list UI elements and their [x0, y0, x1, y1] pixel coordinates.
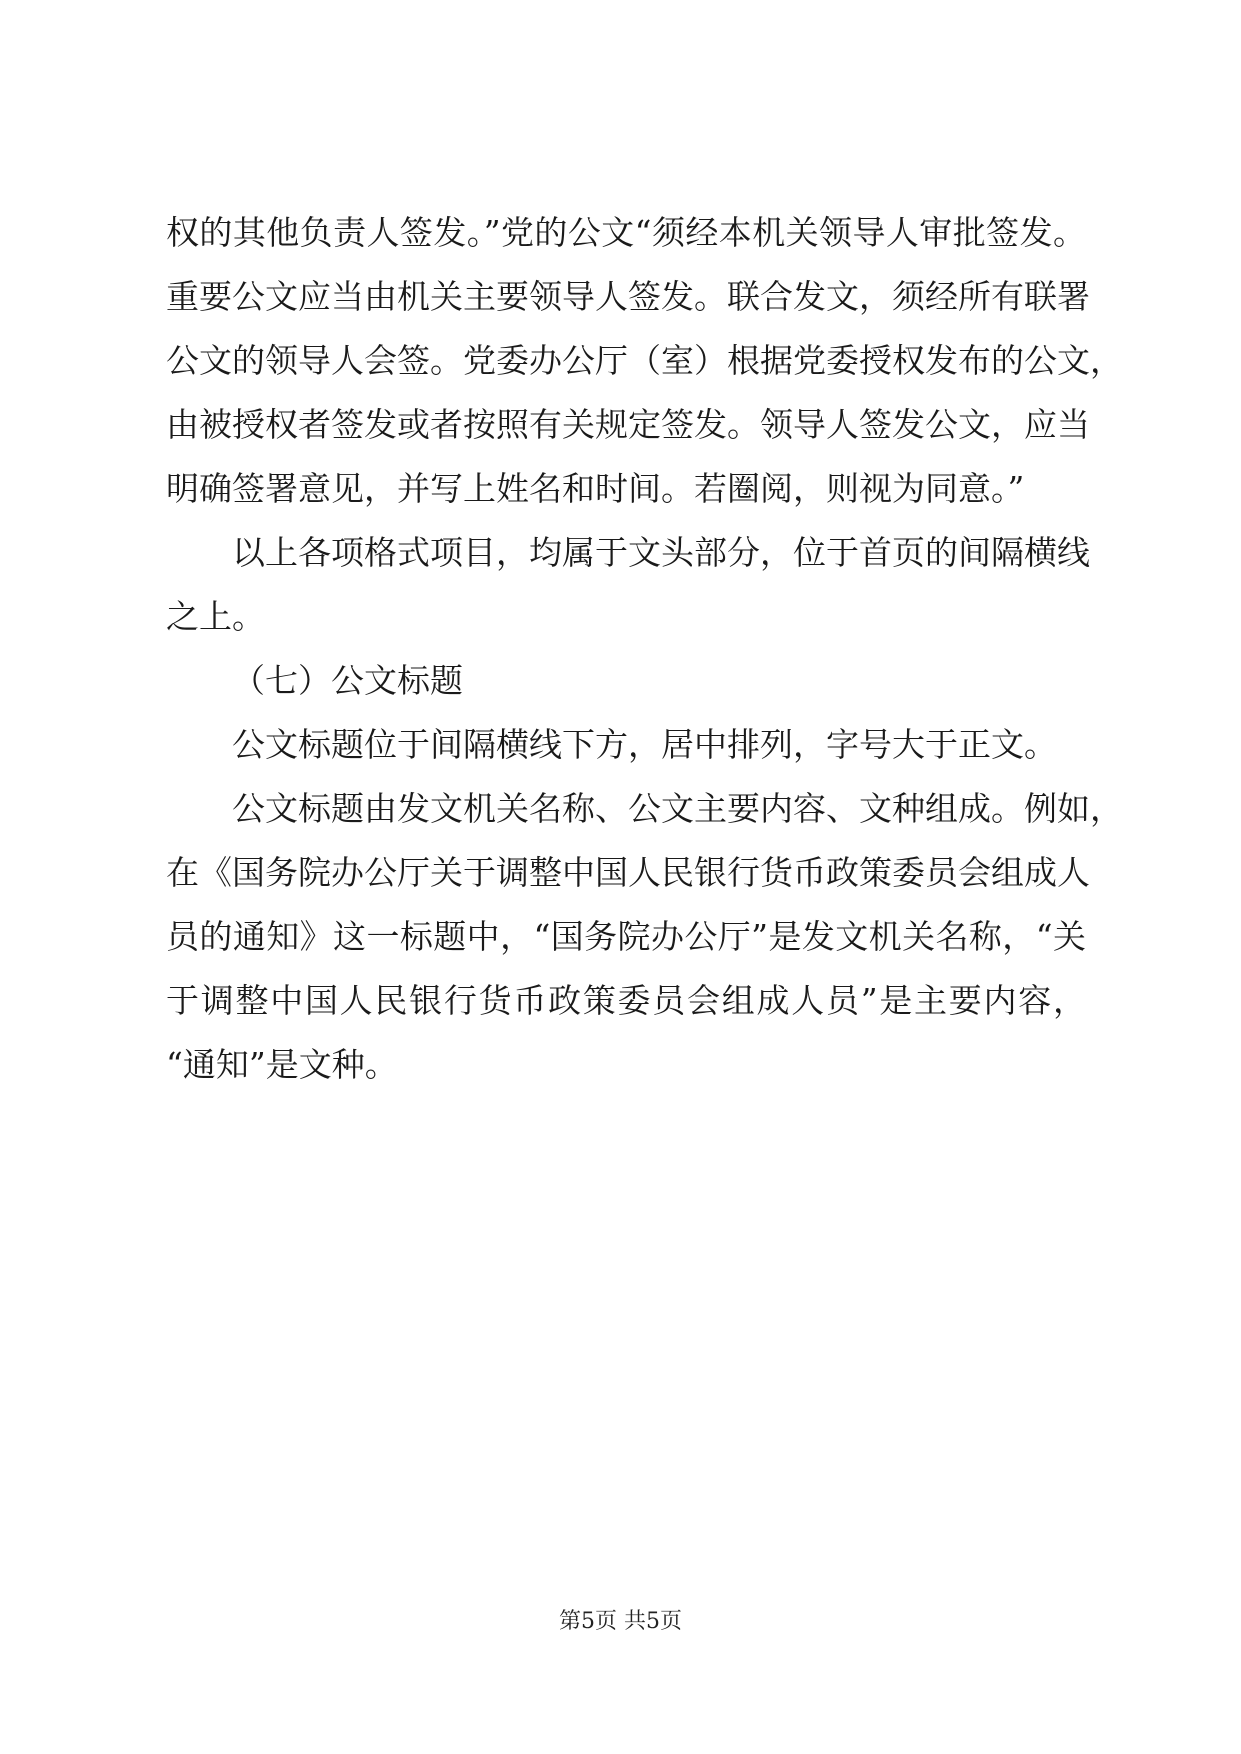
paragraph-2-line-2: 之上。	[166, 597, 265, 636]
paragraph-4-line-3: 员的通知》这一标题中，“国务院办公厅”是发文机关名称，“关	[166, 917, 1086, 956]
paragraph-1-line-3: 公文的领导人会签。党委办公厅（室）根据党委授权发布的公文，	[166, 341, 1123, 380]
section-heading: （七）公文标题	[232, 661, 463, 700]
paragraph-1-line-4: 由被授权者签发或者按照有关规定签发。领导人签发公文，应当	[166, 405, 1090, 444]
paragraph-4-line-4: 于调整中国人民银行货币政策委员会组成人员”是主要内容，	[166, 981, 1086, 1020]
page-number-footer: 第5页 共5页	[559, 1609, 682, 1634]
paragraph-1-line-1: 权的其他负责人签发。”党的公文“须经本机关领导人审批签发。	[166, 213, 1086, 252]
paragraph-4-line-5: “通知”是文种。	[166, 1045, 398, 1084]
paragraph-1-line-5: 明确签署意见，并写上姓名和时间。若圈阅，则视为同意。”	[166, 469, 1025, 508]
paragraph-4-line-1: 公文标题由发文机关名称、公文主要内容、文种组成。例如，	[232, 789, 1123, 828]
paragraph-1-line-2: 重要公文应当由机关主要领导人签发。联合发文，须经所有联署	[166, 277, 1090, 316]
paragraph-2-line-1: 以上各项格式项目，均属于文头部分，位于首页的间隔横线	[232, 533, 1090, 572]
paragraph-3-line-1: 公文标题位于间隔横线下方，居中排列，字号大于正文。	[232, 725, 1057, 764]
paragraph-4-line-2: 在《国务院办公厅关于调整中国人民银行货币政策委员会组成人	[166, 853, 1090, 892]
